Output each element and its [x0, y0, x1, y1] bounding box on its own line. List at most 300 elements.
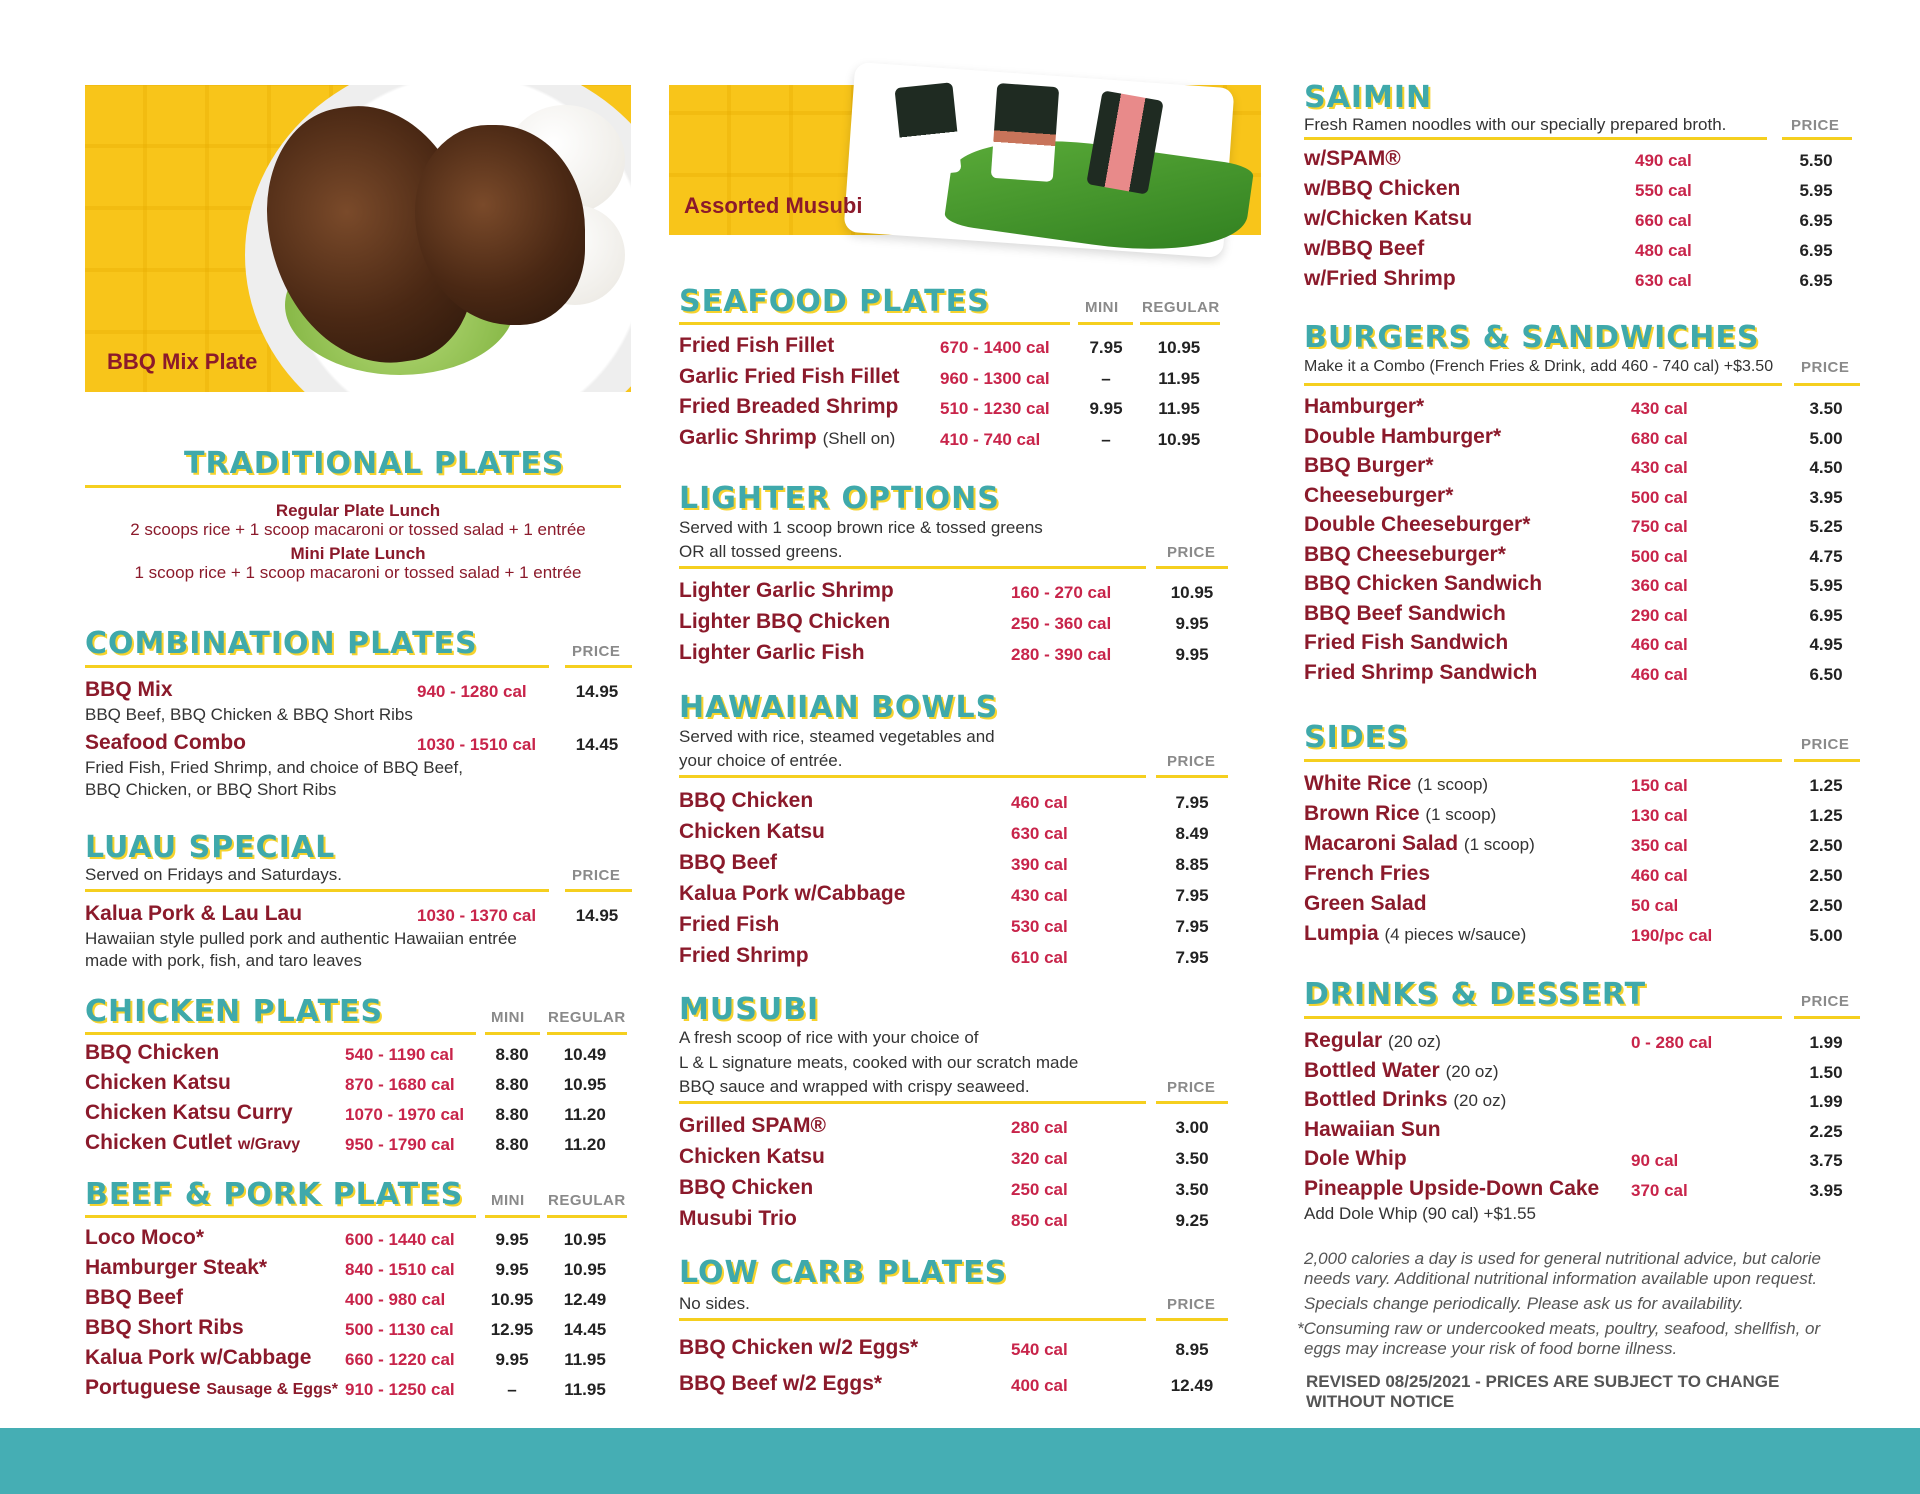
raw-note-line: eggs may increase your risk of food borne illness.	[1304, 1339, 1678, 1358]
heading-rule	[679, 566, 1146, 569]
menu-item-name	[1304, 1118, 1441, 1142]
column-rule	[1156, 1101, 1228, 1104]
menu-item-name	[1304, 922, 1526, 946]
calorie-range: 400 cal	[1011, 1376, 1068, 1395]
calorie-range: 850 cal	[1011, 1211, 1068, 1230]
price-column-header: PRICE	[1801, 993, 1850, 1010]
item-price: 6.95	[1799, 211, 1833, 230]
item-price: 5.95	[1799, 181, 1833, 200]
menu-item-name: Lighter Garlic Shrimp	[679, 579, 894, 602]
calorie-advice-note	[1304, 1249, 1821, 1289]
menu-item-name: Chicken Katsu	[679, 1145, 825, 1168]
menu-item-name: Double Hamburger*	[1304, 424, 1502, 448]
bbq-mix-plate-photo	[85, 85, 631, 392]
regular-price: 11.95	[1158, 399, 1200, 418]
item-price: 3.75	[1809, 1151, 1843, 1170]
menu-item-name: Hamburger*	[1304, 395, 1425, 418]
item-description: made with pork, fish, and taro leaves	[85, 951, 362, 970]
section-description: your choice of entrée.	[679, 751, 843, 770]
item-name-text: Pineapple Upside-Down Cake	[1304, 1176, 1600, 1200]
revised-notice	[1306, 1372, 1779, 1412]
item-name-text: Kalua Pork w/Cabbage	[85, 1346, 312, 1369]
calorie-range: 190/pc cal	[1631, 926, 1713, 945]
heading-rule	[679, 1101, 1146, 1104]
menu-item-name: Double Cheeseburger*	[1304, 513, 1531, 536]
raw-food-warning	[1297, 1319, 1820, 1359]
regular-price: 11.20	[564, 1135, 606, 1154]
assorted-musubi-photo	[669, 85, 1261, 235]
item-note: (1 scoop)	[1425, 805, 1497, 824]
menu-item-name: Cheeseburger*	[1304, 483, 1454, 507]
price-column-header: PRICE	[572, 867, 621, 884]
calorie-range: 1070 - 1970 cal	[345, 1105, 465, 1124]
menu-item-name	[679, 334, 834, 358]
regular-price: 10.49	[563, 1045, 607, 1064]
mini-price: 9.95	[495, 1230, 529, 1249]
item-price: 1.50	[1809, 1062, 1843, 1082]
calorie-range: 490 cal	[1635, 151, 1692, 170]
calorie-range: 680 cal	[1631, 428, 1688, 448]
menu-item-name: Seafood Combo	[85, 731, 246, 754]
calorie-range: 430 cal	[1011, 886, 1068, 905]
calorie-range: 660 - 1220 cal	[345, 1350, 455, 1369]
traditional-plates-heading: TRADITIONAL PLATES	[184, 446, 565, 481]
beef-pork-plates-heading: BEEF & PORK PLATES	[85, 1177, 464, 1212]
heading-rule	[85, 1032, 476, 1035]
calorie-range: 540 - 1190 cal	[345, 1045, 454, 1064]
item-name-text: BBQ Chicken	[85, 1041, 220, 1064]
menu-item-name: Kalua Pork w/Cabbage	[679, 882, 906, 905]
menu-item-name	[85, 1376, 338, 1400]
calorie-range: 430 cal	[1631, 458, 1688, 477]
menu-item-name	[85, 1101, 293, 1125]
item-note: (Shell on)	[822, 428, 896, 448]
regular-plate-lunch-label: Regular Plate Lunch	[275, 501, 441, 520]
menu-item-name	[1304, 1088, 1506, 1112]
menu-item-name: BBQ Beef Sandwich	[1304, 601, 1506, 625]
section-description: L & L signature meats, cooked with our scratch made	[679, 1053, 1079, 1072]
calorie-range: 480 cal	[1635, 241, 1692, 260]
regular-price: 10.95	[1157, 338, 1201, 357]
mini-price: 8.80	[495, 1045, 529, 1064]
mini-plate-lunch-label: Mini Plate Lunch	[290, 544, 426, 563]
calorie-range: 460 cal	[1631, 866, 1688, 885]
calorie-range: 90 cal	[1631, 1151, 1679, 1170]
column-rule	[565, 665, 632, 668]
item-name-text: BBQ Beef	[85, 1286, 184, 1309]
specials-note: Specials change periodically. Please ask us for availability.	[1304, 1294, 1744, 1313]
menu-item-name	[85, 1041, 219, 1065]
calorie-range: 390 cal	[1011, 855, 1068, 874]
mini-column-header: MINI	[491, 1009, 525, 1026]
photo-caption: BBQ Mix Plate	[107, 349, 258, 374]
menu-item-name: BBQ Chicken	[679, 1176, 814, 1199]
mini-price: 9.95	[495, 1260, 529, 1279]
calorie-range: 410 - 740 cal	[940, 429, 1041, 449]
price-column-header: PRICE	[572, 643, 621, 660]
menu-item-name: BBQ Beef w/2 Eggs*	[679, 1372, 883, 1395]
calorie-range: 150 cal	[1631, 776, 1688, 795]
calorie-range: 460 cal	[1011, 793, 1068, 812]
item-price: 6.95	[1809, 605, 1843, 625]
calorie-range: 280 - 390 cal	[1011, 645, 1112, 664]
price-column-header: PRICE	[1167, 753, 1216, 770]
calorie-range: 870 - 1680 cal	[345, 1075, 455, 1094]
item-price: 9.25	[1175, 1211, 1209, 1230]
mini-price: –	[1101, 429, 1111, 449]
item-name-text: White Rice	[1304, 772, 1412, 795]
calorie-range: 370 cal	[1631, 1180, 1688, 1200]
menu-item-name	[679, 365, 900, 389]
heading-rule	[85, 485, 621, 488]
column-rule	[1782, 137, 1852, 140]
section-description: Make it a Combo (French Fries & Drink, add 460 - 740 cal) +$3.50	[1304, 358, 1774, 375]
menu-item-name	[1304, 892, 1427, 916]
item-description: Hawaiian style pulled pork and authentic Hawaiian entrée	[85, 929, 517, 948]
mini-price: 8.80	[495, 1105, 529, 1124]
item-name-text: Hawaiian Sun	[1304, 1117, 1441, 1141]
calorie-range: 510 - 1230 cal	[940, 399, 1050, 418]
item-price: 2.50	[1809, 896, 1843, 915]
calorie-range: 660 cal	[1635, 211, 1692, 230]
calorie-range: 250 cal	[1011, 1180, 1068, 1199]
price-column-header: PRICE	[1167, 544, 1216, 561]
item-price: 3.50	[1809, 399, 1843, 418]
item-price: 3.00	[1175, 1118, 1209, 1137]
regular-price: 11.95	[564, 1350, 606, 1369]
calorie-range: 320 cal	[1011, 1149, 1068, 1168]
item-note: (1 scoop)	[1417, 775, 1489, 794]
calorie-range: 550 cal	[1635, 181, 1692, 200]
item-price: 12.49	[1170, 1376, 1214, 1395]
musubi-heading: MUSUBI	[679, 992, 820, 1027]
item-price: 2.25	[1809, 1121, 1843, 1141]
menu-item-name	[85, 1226, 204, 1250]
item-price: 4.50	[1809, 458, 1843, 477]
dole-whip-addon: Add Dole Whip (90 cal) +$1.55	[1304, 1204, 1536, 1223]
calorie-range: 280 cal	[1011, 1118, 1068, 1137]
menu-item-name	[85, 1286, 183, 1310]
section-description: A fresh scoop of rice with your choice of	[679, 1028, 979, 1047]
calorie-range: 940 - 1280 cal	[417, 682, 527, 701]
item-name-text: Portuguese	[85, 1376, 201, 1399]
item-note: (20 oz)	[1453, 1091, 1507, 1110]
item-price: 1.99	[1809, 1033, 1843, 1052]
section-description: Fresh Ramen noodles with our specially prepared broth.	[1304, 115, 1727, 134]
item-name-text: BBQ Short Ribs	[85, 1316, 244, 1339]
price-column-header: PRICE	[1801, 359, 1850, 376]
menu-item-name	[85, 1256, 267, 1280]
drinks-dessert-heading: DRINKS & DESSERT	[1304, 977, 1647, 1012]
item-note: (1 scoop)	[1463, 835, 1535, 854]
low-carb-plates-heading: LOW CARB PLATES	[679, 1255, 1008, 1290]
calorie-range: 400 - 980 cal	[345, 1290, 446, 1309]
calorie-range: 630 cal	[1635, 271, 1692, 290]
item-name-text: Brown Rice	[1304, 802, 1420, 825]
mini-price: 9.95	[495, 1350, 529, 1369]
item-description: BBQ Beef, BBQ Chicken & BBQ Short Ribs	[85, 705, 413, 724]
menu-item-name: BBQ Mix	[85, 678, 173, 701]
column-rule	[1794, 1016, 1860, 1019]
item-price: 1.25	[1809, 806, 1843, 825]
menu-item-name: Kalua Pork & Lau Lau	[85, 902, 303, 925]
menu-item-name: Grilled SPAM®	[679, 1114, 826, 1137]
regular-price: 10.95	[563, 1075, 607, 1094]
column-rule	[485, 1032, 540, 1035]
heading-rule	[1304, 383, 1782, 386]
item-price: 5.00	[1809, 428, 1843, 448]
mini-plate-lunch-desc: 1 scoop rice + 1 scoop macaroni or tossed salad + 1 entrée	[134, 563, 582, 582]
item-price: 4.95	[1809, 635, 1843, 654]
calorie-range: 1030 - 1510 cal	[417, 735, 537, 754]
mini-column-header: MINI	[491, 1192, 525, 1209]
mini-price: –	[1101, 368, 1111, 388]
item-note: Sausage & Eggs*	[206, 1381, 338, 1398]
item-note: (20 oz)	[1445, 1061, 1499, 1081]
calorie-range: 540 cal	[1011, 1340, 1068, 1359]
heading-rule	[85, 1215, 476, 1218]
item-price: 4.75	[1809, 546, 1843, 566]
item-price: 7.95	[1175, 793, 1209, 812]
section-description: Served with rice, steamed vegetables and	[679, 727, 995, 746]
item-price: 14.45	[575, 735, 619, 754]
combination-plates-heading: COMBINATION PLATES	[85, 626, 478, 661]
section-description: No sides.	[679, 1294, 750, 1313]
menu-item-name: BBQ Chicken w/2 Eggs*	[679, 1336, 919, 1359]
mini-price: 12.95	[490, 1320, 534, 1339]
item-description: Fried Fish, Fried Shrimp, and choice of BBQ Beef,	[85, 758, 463, 777]
saimin-heading: SAIMIN	[1304, 80, 1433, 115]
item-name-text: Garlic Shrimp	[679, 425, 817, 449]
regular-plate-lunch-desc: 2 scoops rice + 1 scoop macaroni or tossed salad + 1 entrée	[130, 520, 586, 539]
section-description: Served on Fridays and Saturdays.	[85, 865, 343, 884]
calorie-range: 610 cal	[1011, 948, 1068, 967]
item-name-text: Fried Fish Fillet	[679, 334, 835, 357]
menu-item-name: w/BBQ Beef	[1304, 237, 1425, 260]
regular-price: 14.45	[563, 1320, 607, 1339]
menu-item-name: w/BBQ Chicken	[1304, 177, 1461, 200]
item-price: 6.95	[1799, 271, 1833, 290]
calorie-range: 130 cal	[1631, 806, 1688, 825]
menu-item-name	[679, 395, 898, 419]
footer-band	[0, 1428, 1920, 1494]
calorie-range: 360 cal	[1631, 576, 1688, 595]
heading-rule	[85, 665, 549, 668]
column-rule	[1794, 759, 1860, 762]
menu-item-name: Fried Shrimp	[679, 944, 809, 967]
menu-item-name: w/Fried Shrimp	[1304, 267, 1456, 290]
calorie-range: 350 cal	[1631, 836, 1688, 855]
menu-item-name: Chicken Katsu	[679, 820, 825, 843]
mini-price: 9.95	[1089, 399, 1123, 418]
column-rule	[1156, 1318, 1228, 1321]
item-note: (20 oz)	[1388, 1032, 1441, 1051]
heading-rule	[679, 1318, 1146, 1321]
item-price: 10.95	[1170, 583, 1214, 602]
menu-item-name: BBQ Burger*	[1304, 454, 1434, 477]
item-price: 8.85	[1175, 855, 1209, 874]
item-name-text: Macaroni Salad	[1304, 832, 1459, 855]
item-price: 5.50	[1799, 151, 1833, 170]
item-name-text: Bottled Water	[1304, 1058, 1440, 1082]
regular-price: 10.95	[1157, 429, 1201, 449]
calorie-range: 950 - 1790 cal	[345, 1135, 455, 1154]
calorie-range: 500 cal	[1631, 546, 1688, 566]
menu-item-name: Fried Fish Sandwich	[1304, 631, 1509, 654]
menu-item-name: Musubi Trio	[679, 1207, 797, 1230]
item-price: 3.95	[1809, 1180, 1843, 1200]
item-note: (4 pieces w/sauce)	[1384, 925, 1527, 944]
item-price: 9.95	[1175, 645, 1209, 664]
calorie-range: 1030 - 1370 cal	[417, 906, 537, 925]
mini-price: –	[507, 1380, 517, 1399]
menu-item-name	[1304, 832, 1535, 856]
item-price: 7.95	[1175, 917, 1209, 936]
item-name-text: Bottled Drinks	[1304, 1088, 1448, 1111]
menu-item-name: Lighter BBQ Chicken	[679, 610, 891, 633]
price-column-header: PRICE	[1801, 736, 1850, 753]
menu-item-name: BBQ Beef	[679, 851, 778, 874]
menu-item-name: w/SPAM®	[1304, 147, 1401, 170]
item-name-text: Chicken Cutlet	[85, 1131, 233, 1154]
item-price: 3.95	[1809, 487, 1843, 507]
item-name-text: Chicken Katsu	[85, 1071, 231, 1094]
calorie-range: 500 - 1130 cal	[345, 1320, 454, 1339]
regular-price: 11.95	[564, 1380, 606, 1399]
column-rule	[485, 1215, 540, 1218]
item-price: 6.95	[1799, 241, 1833, 260]
heading-rule	[1304, 137, 1767, 140]
regular-price: 12.49	[563, 1290, 607, 1309]
calorie-range: 460 cal	[1631, 635, 1688, 654]
burgers-sandwiches-heading: BURGERS & SANDWICHES	[1304, 320, 1760, 355]
menu-item-name: BBQ Cheeseburger*	[1304, 542, 1506, 566]
item-price: 3.50	[1175, 1180, 1209, 1199]
menu-item-name	[1304, 1177, 1599, 1201]
menu-item-name	[1304, 1147, 1407, 1171]
photo-caption: Assorted Musubi	[684, 193, 863, 218]
menu-item-name	[1304, 862, 1430, 886]
item-price: 1.25	[1809, 776, 1843, 795]
calorie-range: 290 cal	[1631, 605, 1688, 625]
heading-rule	[1304, 1016, 1782, 1019]
item-note: w/Gravy	[237, 1136, 301, 1153]
item-price: 6.50	[1809, 664, 1843, 684]
regular-price: 11.20	[564, 1105, 606, 1124]
heading-rule	[679, 775, 1146, 778]
column-rule	[547, 1032, 627, 1035]
menu-item-name: BBQ Chicken	[679, 789, 814, 812]
item-price: 9.95	[1175, 614, 1209, 633]
menu-item-name	[85, 1071, 231, 1095]
item-price: 5.00	[1809, 926, 1843, 945]
menu-item-name: BBQ Chicken Sandwich	[1304, 572, 1543, 595]
calorie-range: 250 - 360 cal	[1011, 614, 1112, 633]
column-rule	[1794, 383, 1860, 386]
calorie-range: 50 cal	[1631, 896, 1679, 915]
menu-item-name: Fried Fish	[679, 913, 780, 936]
mini-price: 7.95	[1089, 338, 1123, 357]
item-price: 2.50	[1809, 866, 1843, 885]
menu-item-name	[1304, 772, 1488, 796]
price-column-header: PRICE	[1791, 117, 1840, 134]
item-name-text: Garlic Fried Fish Fillet	[679, 364, 900, 388]
price-column-header: PRICE	[1167, 1296, 1216, 1313]
raw-note-line: *Consuming raw or undercooked meats, poultry, seafood, shellfish, or	[1297, 1319, 1821, 1338]
item-price: 8.95	[1175, 1340, 1209, 1359]
luau-special-heading: LUAU SPECIAL	[85, 830, 336, 865]
menu-item-name: w/Chicken Katsu	[1304, 207, 1473, 230]
menu-item-name	[1304, 1029, 1441, 1053]
heading-rule	[85, 889, 549, 892]
calorie-range: 600 - 1440 cal	[345, 1230, 455, 1249]
item-price: 8.49	[1175, 824, 1209, 843]
item-price: 7.95	[1175, 948, 1209, 967]
lighter-options-heading: LIGHTER OPTIONS	[679, 481, 1000, 516]
price-column-header: PRICE	[1167, 1079, 1216, 1096]
section-description: OR all tossed greens.	[679, 542, 843, 561]
column-rule	[1140, 322, 1220, 325]
musubi-image	[991, 83, 1059, 182]
calorie-note-line: 2,000 calories a day is used for general nutritional advice, but calorie	[1304, 1249, 1821, 1268]
musubi-image	[894, 82, 961, 178]
regular-price: 11.95	[1158, 368, 1200, 388]
menu-item-name	[1304, 1059, 1499, 1083]
menu-item-name	[679, 426, 895, 450]
menu-item-name	[1304, 802, 1496, 826]
item-name-text: Regular	[1304, 1029, 1383, 1052]
item-price: 7.95	[1175, 886, 1209, 905]
item-price: 2.50	[1809, 836, 1843, 855]
section-description: BBQ sauce and wrapped with crispy seaweed.	[679, 1077, 1030, 1096]
mini-price: 8.80	[495, 1135, 529, 1154]
item-name-text: Hamburger Steak*	[85, 1256, 268, 1279]
mini-price: 10.95	[490, 1290, 534, 1309]
mini-column-header: MINI	[1085, 299, 1119, 316]
calorie-range: 0 - 280 cal	[1631, 1033, 1713, 1052]
calorie-range: 750 cal	[1631, 517, 1688, 536]
item-price: 14.95	[575, 906, 619, 925]
item-price: 3.50	[1175, 1149, 1209, 1168]
calorie-range: 910 - 1250 cal	[345, 1380, 455, 1399]
mini-price: 8.80	[495, 1075, 529, 1094]
item-name-text: French Fries	[1304, 862, 1431, 885]
calorie-range: 670 - 1400 cal	[940, 338, 1050, 357]
regular-price: 10.95	[563, 1230, 607, 1249]
column-rule	[547, 1215, 627, 1218]
item-name-text: Chicken Katsu Curry	[85, 1101, 293, 1124]
item-price: 5.95	[1809, 576, 1843, 595]
column-rule	[1156, 775, 1228, 778]
section-description: Served with 1 scoop brown rice & tossed greens	[679, 518, 1043, 537]
revised-line: WITHOUT NOTICE	[1306, 1392, 1455, 1411]
regular-column-header: REGULAR	[548, 1192, 626, 1209]
column-rule	[1156, 566, 1228, 569]
revised-line: REVISED 08/25/2021 - PRICES ARE SUBJECT TO CHANGE	[1306, 1372, 1780, 1391]
heading-rule	[1304, 759, 1782, 762]
regular-column-header: REGULAR	[1142, 299, 1220, 316]
item-name-text: Green Salad	[1304, 892, 1427, 915]
calorie-range: 430 cal	[1631, 399, 1688, 418]
regular-price: 10.95	[563, 1260, 607, 1279]
item-name-text: Lumpia	[1304, 922, 1379, 945]
sides-heading: SIDES	[1304, 720, 1409, 755]
menu-item-name: Fried Shrimp Sandwich	[1304, 660, 1538, 684]
hawaiian-bowls-heading: HAWAIIAN BOWLS	[679, 690, 999, 725]
item-name-text: Dole Whip	[1304, 1147, 1407, 1170]
column-rule	[1078, 322, 1133, 325]
item-price: 1.99	[1809, 1092, 1843, 1111]
